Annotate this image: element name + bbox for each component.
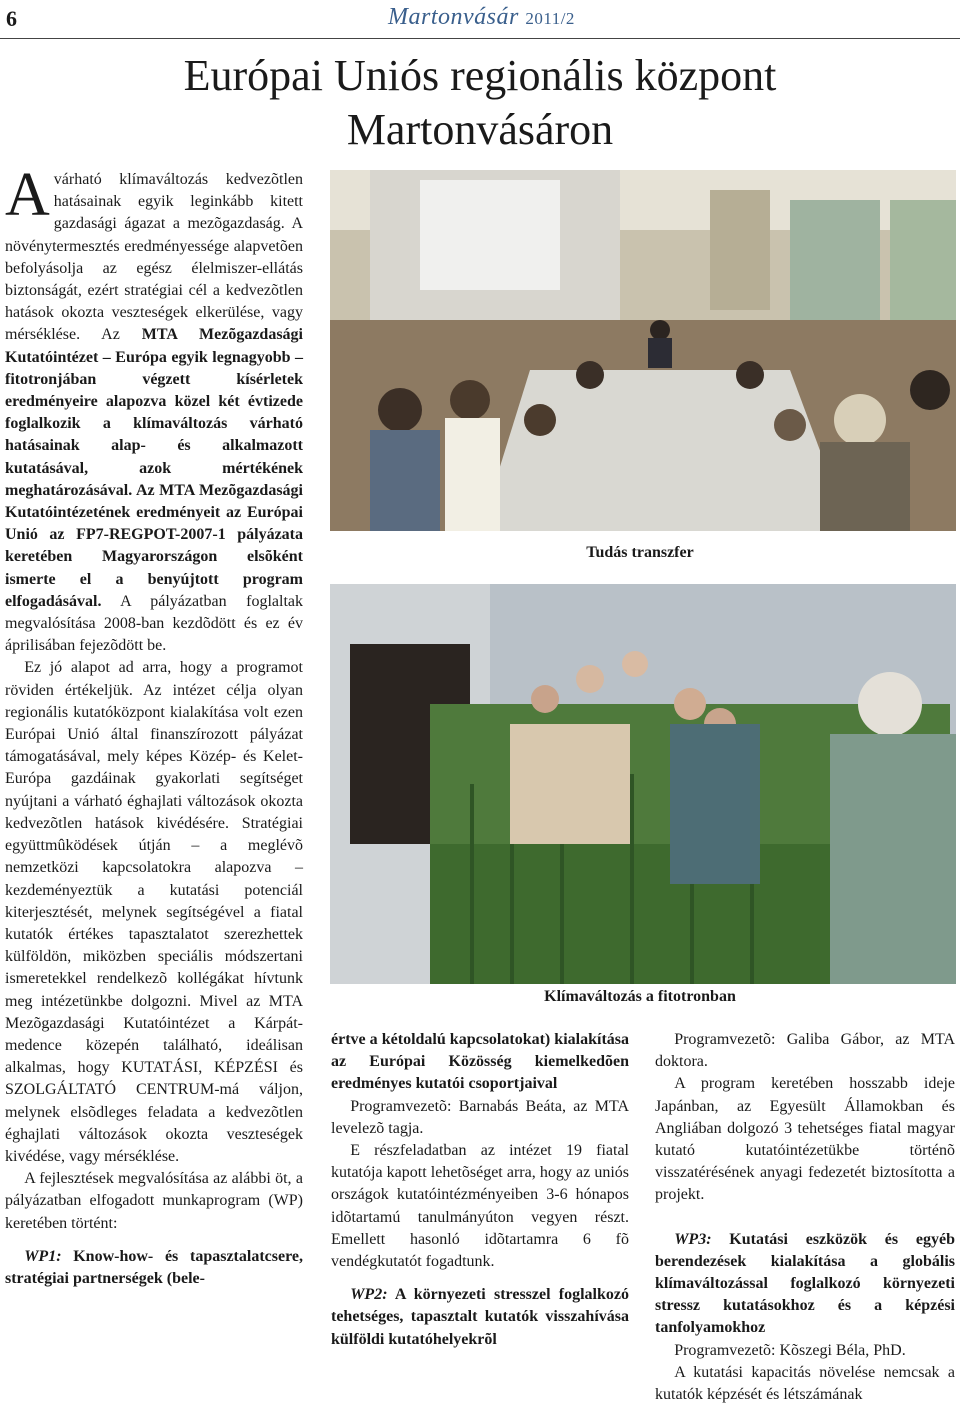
wp1-description: E részfeladatban az intézet 19 fiatal kutatója kapott lehetõséget arra, hogy az uniós országok kutatóintézményeiben 3-6 hónapos idõtartamú tanulmányúton vegyen részt. Emellett hasonló idõtartamra 6 fõ vendégkutatót fogadtunk.	[331, 1142, 629, 1271]
masthead-title: Martonvásár	[388, 4, 519, 30]
wp3-program-leader: Programvezetõ: Kõszegi Béla, PhD.	[674, 1341, 906, 1359]
wp1-title: Know-how- és tapasztalatcsere, stratégiai partnerségek (bele-	[5, 1247, 303, 1287]
article-title-line-1: Európai Uniós regionális központ	[183, 51, 777, 100]
phytotron-photo-image	[330, 584, 956, 984]
right-column	[655, 1029, 955, 1406]
header-rule	[0, 38, 960, 39]
wp3-heading	[655, 1229, 955, 1340]
wp2-label: WP2:	[350, 1286, 388, 1304]
wp2-description: A program keretében hosszabb ideje Japánban, az Egyesült Államokban és Angliában dolgozó 3 tehetséges fiatal magyar kutató kutatóintézetükbe történõ visszatérésének anyagi fedezetét biztosította a projekt.	[655, 1075, 955, 1204]
page-number: 6	[6, 6, 17, 31]
phytotron-photo	[330, 584, 956, 984]
wp1-continuation: értve a kétoldalú kapcsolatokat) kialakítása az Európai Közösség kiemelkedõen eredményes kutatói csoportjaival	[331, 1031, 629, 1093]
wp2-title: A környezeti stresszel foglalkozó tehetséges, tapasztalt kutatók visszahívása külföldi kutatóhelyekrõl	[331, 1286, 629, 1348]
intro-end-text: A pályázatban foglaltak megvalósítása 2008-ban kezdõdött és ez év áprilisában fejezõdött be.	[5, 592, 303, 655]
middle-column	[331, 1029, 629, 1351]
drop-cap: A	[5, 161, 50, 229]
wp1-heading	[5, 1246, 303, 1290]
caption-climate-phytotron: Klímaváltozás a fitotronban	[544, 988, 736, 1005]
issue-number: 2011/2	[525, 9, 575, 28]
caption-knowledge-transfer: Tudás transzfer	[586, 544, 694, 561]
wp1-label: WP1:	[24, 1247, 62, 1265]
wp1-program-leader: Programvezetõ: Barnabás Beáta, az MTA levelezõ tagja.	[331, 1097, 629, 1137]
wp3-label: WP3:	[674, 1230, 712, 1248]
conference-photo-image	[330, 170, 956, 531]
conference-photo	[330, 170, 956, 531]
left-column	[5, 161, 303, 1290]
wp2-heading	[331, 1284, 629, 1351]
intro-bold-text: MTA Mezõgazdasági Kutatóintézet – Európa egyik legnagyobb – fitotronjában végzett kísérletek eredményeire alapozva közel két évtizede foglalkozik a klímaváltozás várható hatásainak alap- és alkalmazott kutatásával, azok mértékének meghatározásával. Az MTA Mezõgazdasági Kutatóintézetének eredményeit az Európai Unió az FP7-REGPOT-2007-1 pályázata keretében Magyarországon elsõként ismerte el a benyújtott program elfogadásával.	[5, 326, 303, 610]
masthead	[388, 4, 575, 31]
wp3-title: Kutatási eszközök és egyéb berendezések kialakítása a globális klímaváltozással foglalkozó környezeti stressz kutatásokhoz és a képzési tanfolyamokhoz	[655, 1230, 955, 1337]
paragraph-workprograms: A fejlesztések megvalósítása az alábbi öt, a pályázatban elfogadott munkaprogram (WP) keretében történt:	[5, 1170, 303, 1232]
intro-text: várható klímaváltozás kedvezõtlen hatásainak egyik leginkább kitett gazdasági ágazat a mezõgazdaság. A növénytermesztés eredményessége alapvetõen befolyásolja az egész élelmiszer-ellátás biztonságát, ezért stratégiai cél a kedvezõtlen hatások okozta veszteségek elkerülése, vagy mérséklése. Az	[5, 171, 303, 344]
article-title-line-2: Martonvásáron	[346, 105, 614, 154]
wp3-description: A kutatási kapacitás növelése nemcsak a kutatók képzését és létszámának	[655, 1363, 955, 1404]
paragraph-goal: Ez jó alapot ad arra, hogy a programot röviden értékeljük. Az intézet célja olyan regionális kutatóközpont kialakítása volt ezen Európai Unió által finanszírozott pályázat támogatásával, mely képes Közép- és Kelet-Európa gazdáinak gyakorlati segítséget nyújtani a várható éghajlati változások okozta kedvezõtlen hatások kivédésére. Stratégiai együttmûködések útján – a meglévõ nemzetközi kapcsolatokra alapozva – kezdeményeztük a kutatási potenciál kiterjesztését, melynek segítségével a fiatal kutatók értékes tapasztalatot szerezhettek külföldön, miközben speciális módszertani ismeretekkel rendelkezõ kollégákat hívtunk meg intézetünkbe dolgozni. Mivel az MTA Mezõgazdasági Kutatóintézet a Kárpát-medence közepén található, ideálisan alkalmas, hogy KUTATÁSI, KÉPZÉSI és SZOLGÁLTATÓ CENTRUM-má váljon, melynek elsõdleges feladata a kedvezõtlen éghajlati változások okozta veszteségek kivédése, vagy mérséklése.	[5, 659, 303, 1165]
wp2-program-leader: Programvezetõ: Galiba Gábor, az MTA doktora.	[655, 1031, 955, 1071]
